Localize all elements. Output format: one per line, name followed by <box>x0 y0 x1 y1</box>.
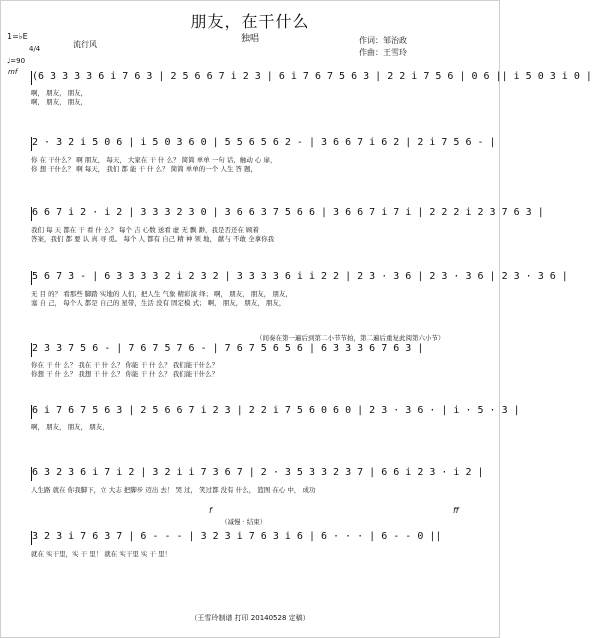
lyrics-verse-2: 答案，我们 都 要 认 真 寻 觅。 每个 人 都有 自己 精 神 领 地， 献与 不敢 全拿你我 <box>31 235 275 243</box>
lyrics-verse-1: 就在 实干里，实 干 里！ 就在 实干里 实 干 里！ <box>31 550 172 558</box>
lyrics-verse-1: 人生路 就在 你我脚下，立 大志 把脚步 迈出 去！ 哭 过， 笑过都 没有 什么， 篮图 在心 中， 成功 <box>31 486 316 494</box>
lyricist-credit: 作词：邹治政 <box>359 36 407 45</box>
composer-credit: 作曲：王雪玲 <box>359 48 407 57</box>
notation-line: 6 3 2 3 6 i 7 i 2 | 3 2 i i 7 3 6 7 | 2 · 3 5 3 3 2 3 7 | 6 6 i 2 3 · i 2 | <box>31 467 472 481</box>
lyrics-verse-2: 你想 干 什 么？ 我想 干 什 么？ 你能 干 什 么？ 我们能干什么？ <box>31 370 219 378</box>
lyrics-verse-2: 你 想 干什么？ 啊 每天， 我们 都 能 干 什 么？ 简简 单单的一个 人生 答 题， <box>31 165 257 173</box>
lyrics-verse-1: 你 在 干什么？ 啊 朋友， 每天， 大家在 干 什 么？ 简简 单单 一句 话，触动 心 扉， <box>31 156 277 164</box>
tempo-marking: ♩=90 <box>7 57 26 65</box>
style-label: 流行风 <box>73 40 97 49</box>
footer-note: （王雪玲制谱 打印 20140528 定稿） <box>190 614 310 622</box>
notation-line: 2 · 3 2 i 5 0 6 | i 5 0 3 6 0 | 5 5 6 5 6 2 - | 3 6 6 7 i 6 2 | 2 i 7 5 6 - | <box>31 137 472 151</box>
ritardando-annotation: （减慢 · 结束） <box>221 518 267 526</box>
performance-type: 独唱 <box>240 34 259 44</box>
lyrics-verse-2: 塞 自 己， 每个人 都是 自己的 星带，生活 没有 固定模 式； 啊， 朋友， 朋友， 朋友， <box>31 299 286 307</box>
time-signature: 4/4 <box>29 45 41 53</box>
song-title: 朋友，在干什么 <box>190 12 310 31</box>
notation-line: 2 3 3 7 5 6 - | 7 6 7 5 7 6 - | 7 6 7 5 6 5 6 | 6 3 3 3 6 7 6 3 | <box>31 343 472 357</box>
dynamic-ff: ff <box>453 506 459 515</box>
lyrics-verse-1: 我们 每 天 都在 干 看 什 么？ 每个 吉 心数 送看 虚 无 飘 渺，我是否还在 顾着 <box>31 226 260 234</box>
credits <box>359 35 479 59</box>
notation-line: 3 2 3 i 7 6 3 7 | 6 - - - | 3 2 3 i 7 6 3 i 6 | 6 · · · | 6 - - 0 || <box>31 531 472 545</box>
lyrics-verse-1: 你在 干 什 么？ 我在 干 什 么？ 你能 干 什 么？ 我们能干什么？ <box>31 361 219 369</box>
key-signature: 1=♭E <box>7 32 28 41</box>
lyrics-verse-1: 啊， 朋友， 朋友， 朋友， <box>31 423 109 431</box>
interlude-annotation: （间奏在第一遍后到第二小节节拍，第二遍后重复此阅第六小节） <box>256 334 445 342</box>
lyrics-verse-1: 啊， 朋友， 朋友， <box>31 89 88 97</box>
notation-line: (6 3 3 3 3 6 i 7 6 3 | 2 5 6 6 7 i 2 3 | 6 i 7 6 7 5 6 3 | 2 2 i 7 5 6 | 0 6 || i 5 0 3 i 0 | <box>31 71 472 85</box>
notation-line: 6 i 7 6 7 5 6 3 | 2 5 6 6 7 i 2 3 | 2 2 i 7 5 6 0 6 0 | 2 3 · 3 6 · | i · 5 · 3 | <box>31 405 472 419</box>
dynamic-mf: mf <box>8 68 18 76</box>
lyrics-verse-1: 无 目 的？ 看那些 脚踏 实地的 人们，把人生 气象 精彩演 绎； 啊， 朋友， 朋友， 朋友， <box>31 290 292 298</box>
notation-line: 5 6 7 3 - | 6 3 3 3 3 2 i 2 3 2 | 3 3 3 3 6 i i 2 2 | 2 3 · 3 6 | 2 3 · 3 6 | 2 3 · 3 6 | <box>31 271 472 285</box>
notation-line: 6 6 7 i 2 · i 2 | 3 3 3 2 3 0 | 3 6 6 3 7 5 6 6 | 3 6 6 7 i 7 i | 2 2 2 i 2 3 7 6 3 | <box>31 207 472 221</box>
lyrics-verse-2: 啊， 朋友， 朋友， <box>31 98 88 106</box>
dynamic-f: f <box>209 506 212 515</box>
